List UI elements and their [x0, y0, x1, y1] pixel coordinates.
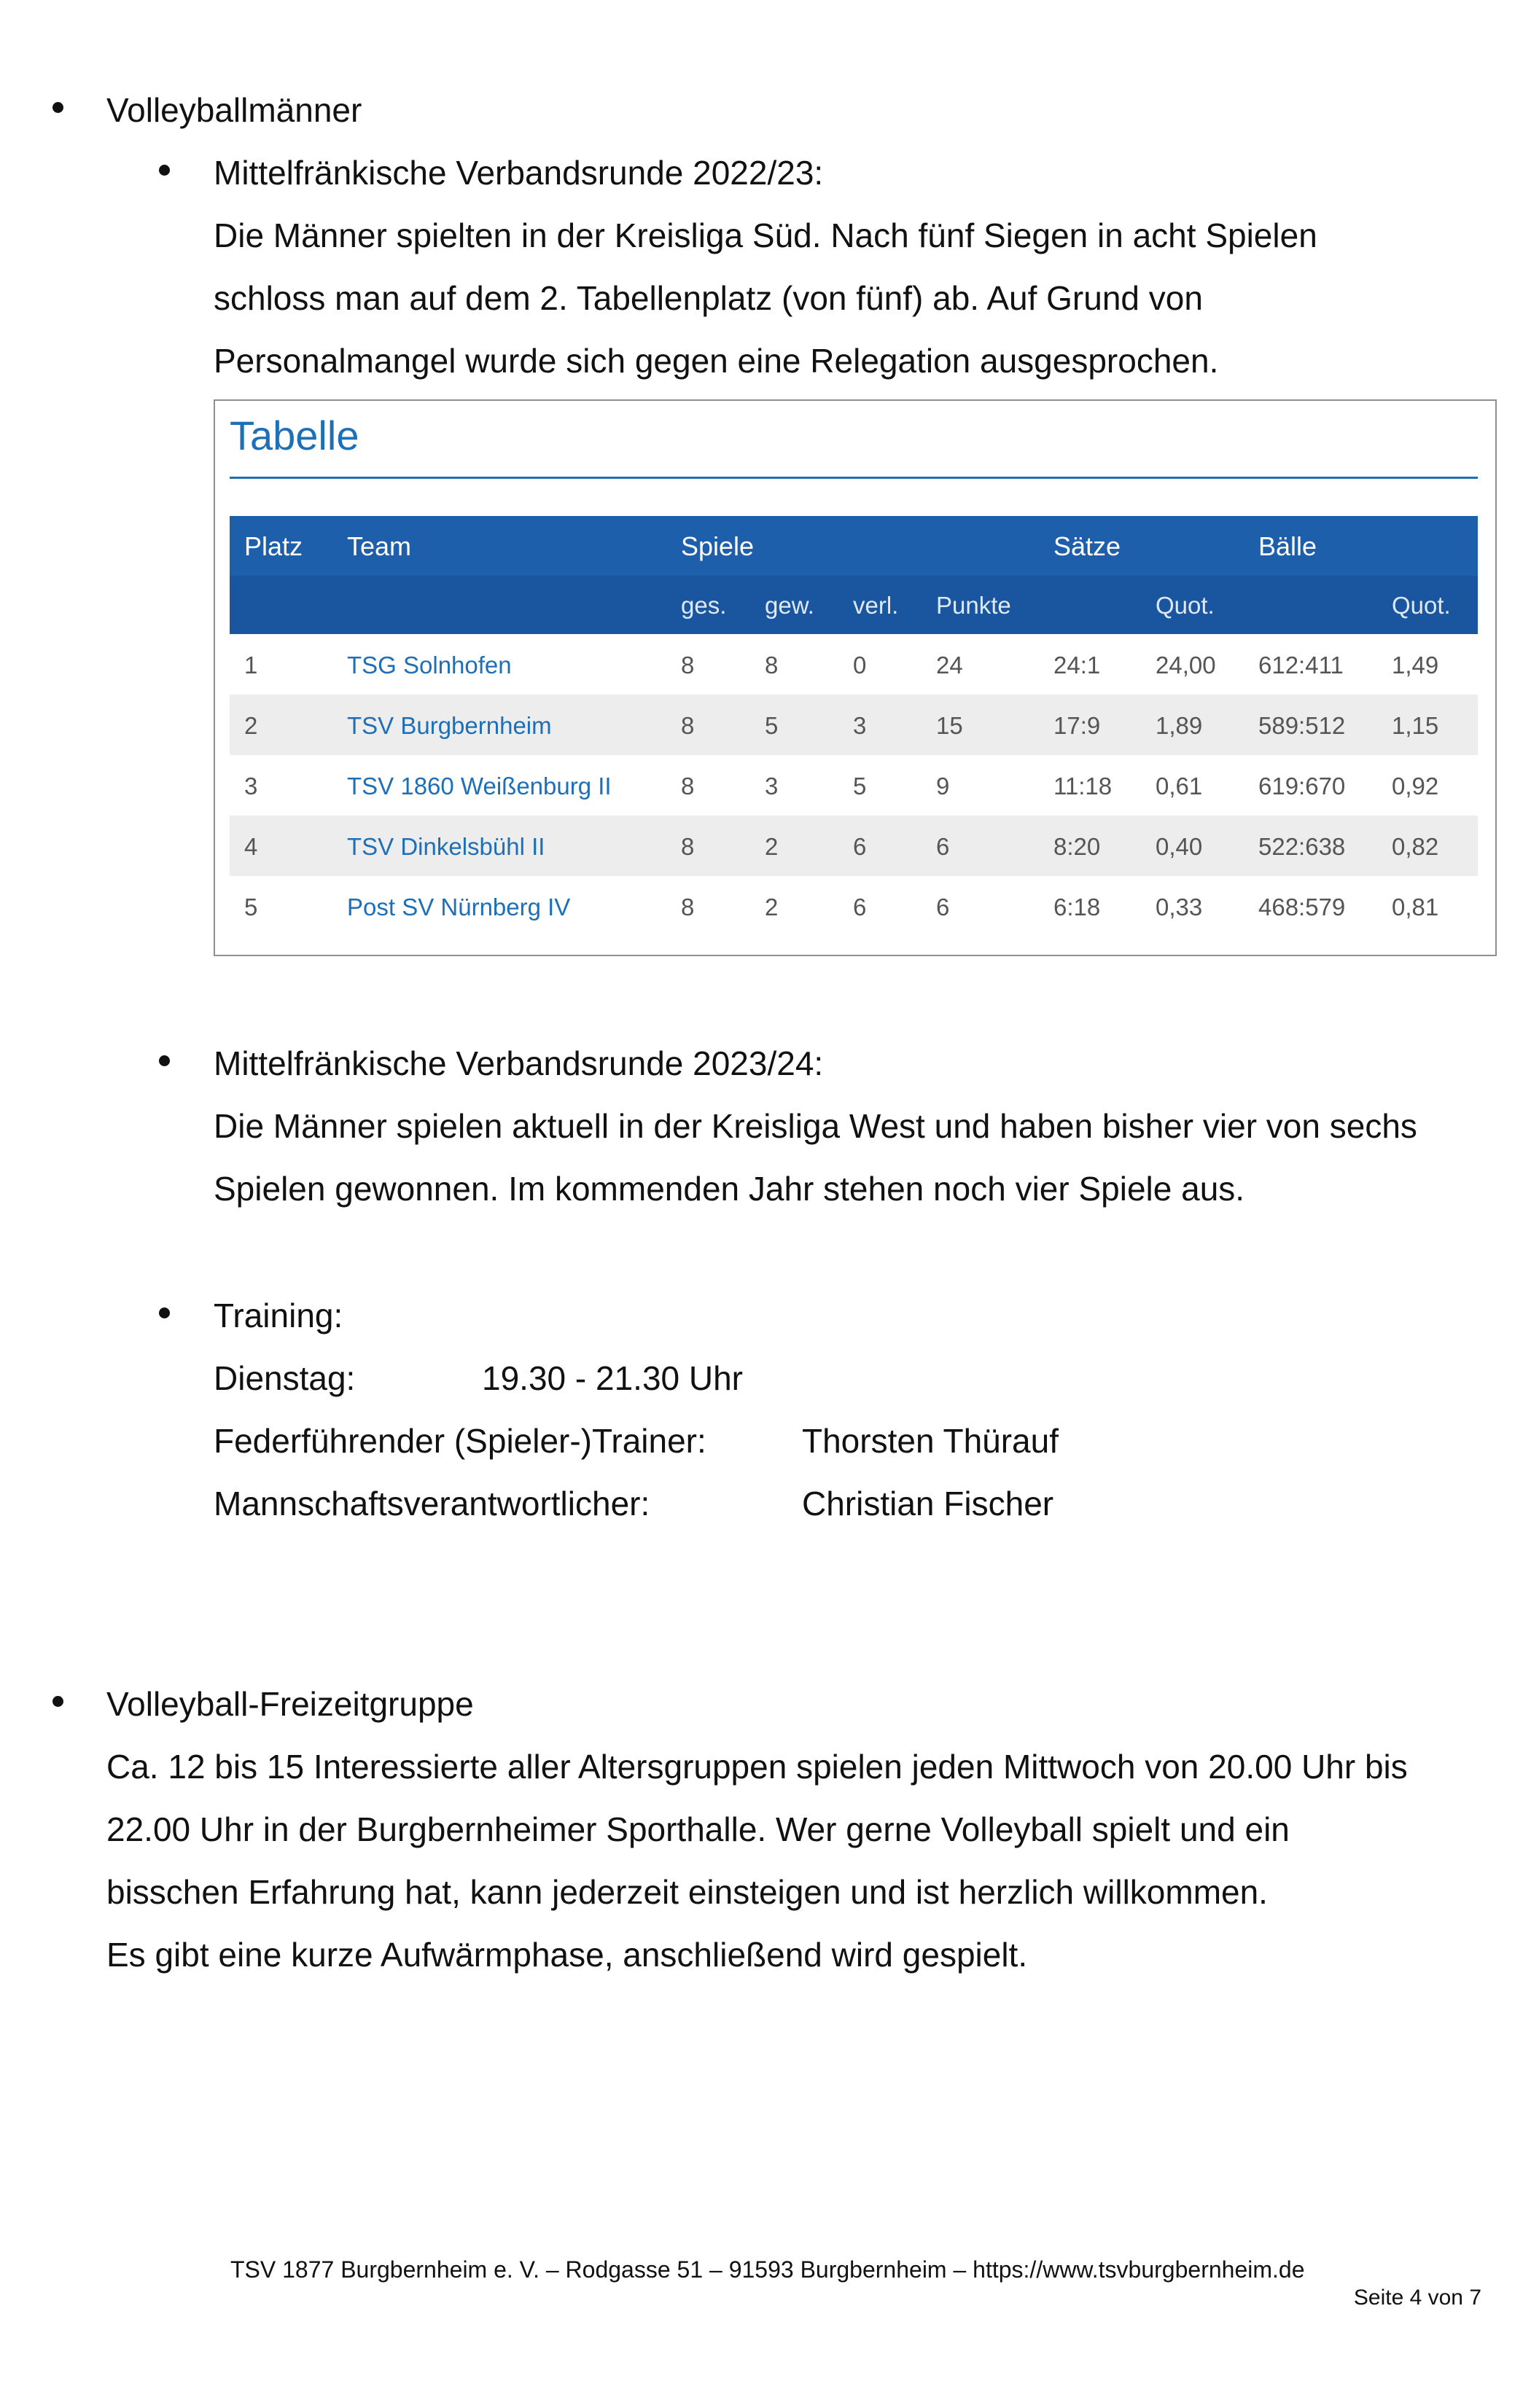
manager-value: Christian Fischer	[802, 1485, 1054, 1522]
paragraph-line: Es gibt eine kurze Aufwärmphase, anschließend wird gespielt.	[106, 1936, 1028, 1974]
bullet-icon	[52, 102, 63, 113]
table-cell: 522:638	[1258, 833, 1346, 860]
table-cell: 8	[681, 894, 695, 920]
paragraph-line: Die Männer spielten in der Kreisliga Süd. Nach fünf Siegen in acht Spielen	[214, 216, 1317, 254]
paragraph-line: 22.00 Uhr in der Burgbernheimer Sporthalle. Wer gerne Volleyball spielt und ein	[106, 1810, 1290, 1848]
table-cell: 3	[853, 712, 867, 739]
bullet-icon	[159, 165, 170, 176]
table-cell: 6:18	[1053, 894, 1101, 920]
training-day-value: 19.30 - 21.30 Uhr	[482, 1359, 744, 1397]
table-cell: 5	[244, 894, 258, 920]
table-cell: 8:20	[1053, 833, 1101, 860]
col-sub-punkte: Punkte	[936, 592, 1011, 619]
team-link[interactable]: TSV 1860 Weißenburg II	[347, 773, 612, 800]
table-row	[230, 634, 1478, 695]
team-link[interactable]: TSV Dinkelsbühl II	[347, 833, 545, 860]
col-sub-ges: ges.	[681, 592, 727, 619]
table-cell: 1,89	[1156, 712, 1203, 739]
table-cell: 3	[765, 773, 779, 800]
col-header-platz: Platz	[244, 531, 303, 561]
table-cell: 11:18	[1053, 773, 1113, 800]
col-sub-verl: verl.	[853, 592, 899, 619]
table-cell: 17:9	[1053, 712, 1101, 739]
table-cell: 0,82	[1392, 833, 1439, 860]
table-cell: 6	[936, 833, 950, 860]
table-cell: 2	[244, 712, 258, 739]
table-cell: 612:411	[1258, 652, 1344, 679]
table-cell: 3	[244, 773, 258, 800]
title-divider	[230, 477, 1478, 479]
table-row	[230, 755, 1478, 816]
manager-label: Mannschaftsverantwortlicher:	[214, 1485, 650, 1522]
table-title: Tabelle	[230, 413, 359, 458]
trainer-label: Federführender (Spieler-)Trainer:	[214, 1422, 706, 1460]
league-table	[214, 399, 1497, 956]
table-cell: 8	[681, 773, 695, 800]
footer-address: TSV 1877 Burgbernheim e. V. – Rodgasse 51 – 91593 Burgbernheim – https://www.tsvburgbernheim.de	[230, 2256, 1305, 2283]
table-cell: 619:670	[1258, 773, 1346, 800]
table-cell: 1,49	[1392, 652, 1439, 679]
footer-page-number: Seite 4 von 7	[1353, 2286, 1481, 2310]
col-header-baelle: Bälle	[1258, 531, 1317, 561]
section-heading-freizeit: Volleyball-Freizeitgruppe	[106, 1685, 474, 1723]
paragraph-line: bisschen Erfahrung hat, kann jederzeit einsteigen und ist herzlich willkommen.	[106, 1873, 1268, 1911]
bullet-icon	[159, 1055, 170, 1066]
table-cell: 1	[244, 652, 258, 679]
col-sub-gew: gew.	[765, 592, 814, 619]
table-cell: 0	[853, 652, 867, 679]
table-cell: 0,81	[1392, 894, 1439, 920]
table-cell: 6	[853, 833, 867, 860]
table-row	[230, 876, 1478, 937]
col-sub-quot-baelle: Quot.	[1392, 592, 1451, 619]
col-header-saetze: Sätze	[1053, 531, 1121, 561]
table-cell: 8	[681, 833, 695, 860]
bullet-icon	[159, 1307, 170, 1318]
subsection-title-2023: Mittelfränkische Verbandsrunde 2023/24:	[214, 1044, 824, 1082]
table-cell: 4	[244, 833, 258, 860]
table-cell: 0,40	[1156, 833, 1203, 860]
table-row	[230, 816, 1478, 876]
table-cell: 8	[681, 652, 695, 679]
col-header-spiele: Spiele	[681, 531, 755, 561]
table-cell: 6	[936, 894, 950, 920]
table-cell: 9	[936, 773, 950, 800]
table-cell: 15	[936, 712, 963, 739]
table-cell: 2	[765, 894, 779, 920]
table-cell: 468:579	[1258, 894, 1346, 920]
table-cell: 5	[765, 712, 779, 739]
table-cell: 1,15	[1392, 712, 1439, 739]
table-cell: 5	[853, 773, 867, 800]
training-day-label: Dienstag:	[214, 1359, 356, 1397]
trainer-value: Thorsten Thürauf	[802, 1422, 1059, 1460]
table-cell: 2	[765, 833, 779, 860]
table-cell: 24:1	[1053, 652, 1101, 679]
table-row	[230, 695, 1478, 755]
paragraph-line: Spielen gewonnen. Im kommenden Jahr stehen noch vier Spiele aus.	[214, 1170, 1245, 1208]
section-heading-maenner: Volleyballmänner	[106, 91, 362, 129]
team-link[interactable]: TSG Solnhofen	[347, 652, 512, 679]
paragraph-line: Die Männer spielen aktuell in der Kreisliga West und haben bisher vier von sechs	[214, 1107, 1417, 1145]
table-cell: 589:512	[1258, 712, 1346, 739]
table-header-row	[230, 516, 1478, 576]
table-cell: 24,00	[1156, 652, 1216, 679]
team-link[interactable]: Post SV Nürnberg IV	[347, 894, 571, 920]
subsection-title-2022: Mittelfränkische Verbandsrunde 2022/23:	[214, 154, 824, 192]
col-header-team: Team	[347, 531, 412, 561]
team-link[interactable]: TSV Burgbernheim	[347, 712, 552, 739]
bullet-icon	[52, 1696, 63, 1707]
table-subheader-row	[230, 576, 1478, 634]
table-cell: 0,92	[1392, 773, 1439, 800]
table-cell: 8	[681, 712, 695, 739]
table-cell: 6	[853, 894, 867, 920]
paragraph-line: Personalmangel wurde sich gegen eine Relegation ausgesprochen.	[214, 342, 1219, 380]
table-cell: 0,33	[1156, 894, 1203, 920]
paragraph-line: Ca. 12 bis 15 Interessierte aller Altersgruppen spielen jeden Mittwoch von 20.00 Uhr bis	[106, 1748, 1408, 1786]
table-cell: 8	[765, 652, 779, 679]
table-cell: 24	[936, 652, 963, 679]
table-cell: 0,61	[1156, 773, 1203, 800]
training-title: Training:	[214, 1297, 343, 1334]
col-sub-quot-saetze: Quot.	[1156, 592, 1215, 619]
paragraph-line: schloss man auf dem 2. Tabellenplatz (von fünf) ab. Auf Grund von	[214, 279, 1203, 317]
